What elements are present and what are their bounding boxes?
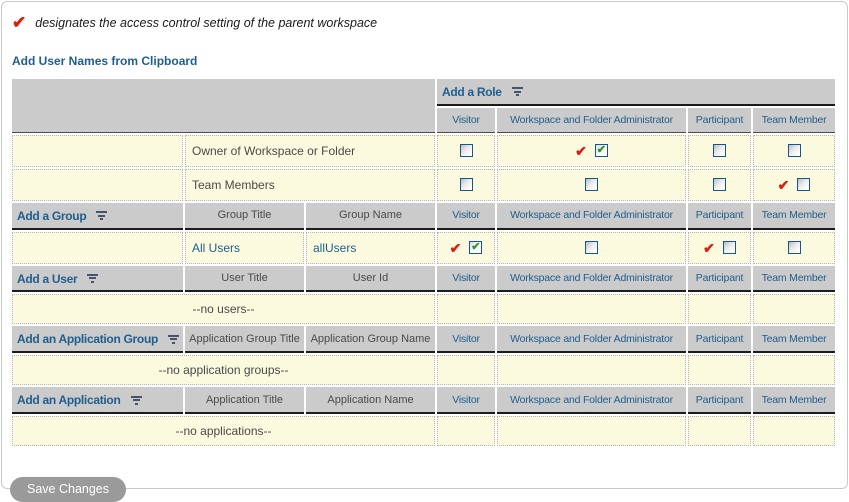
save-changes-button[interactable]: Save Changes	[10, 477, 126, 502]
checkbox-allusers-team[interactable]	[788, 241, 801, 254]
column-header-participant: Participant	[688, 326, 751, 353]
table-row-no-application-groups	[12, 355, 835, 385]
column-header-team-member: Team Member	[753, 203, 835, 230]
checkbox-team-participant[interactable]	[713, 178, 726, 191]
dropdown-menu-icon[interactable]	[96, 211, 107, 220]
checkbox-allusers-visitor[interactable]	[469, 241, 482, 254]
empty-cell	[497, 355, 686, 385]
empty-cell	[753, 416, 835, 446]
add-user-header-row	[12, 266, 835, 293]
row-label-team-members: Team Members	[185, 169, 435, 201]
empty-cell	[497, 294, 686, 324]
column-header-team-member: Team Member	[753, 108, 835, 133]
group-title-link[interactable]: All Users	[185, 232, 304, 264]
column-header-application-title: Application Title	[185, 387, 304, 414]
cell-team-team	[753, 169, 835, 201]
cell-allusers-wfa	[497, 232, 686, 264]
add-group-header-row	[12, 203, 835, 230]
add-a-user-menu[interactable]	[12, 266, 183, 293]
role-header-spacer	[12, 79, 435, 133]
access-control-panel	[1, 1, 848, 497]
no-application-groups-note: --no application groups--	[12, 355, 435, 385]
column-header-wfa: Workspace and Folder Administrator	[497, 266, 686, 293]
column-header-user-id: User Id	[306, 266, 435, 293]
table-row-team-members	[12, 169, 835, 201]
column-header-application-group-title: Application Group Title	[185, 326, 304, 353]
empty-cell	[688, 294, 751, 324]
column-header-team-member: Team Member	[753, 266, 835, 293]
empty-cell	[437, 416, 495, 446]
parent-setting-check-icon: ✔	[12, 13, 27, 32]
column-header-wfa: Workspace and Folder Administrator	[497, 203, 686, 230]
table-row-owner	[12, 135, 835, 167]
add-role-header-row	[12, 79, 835, 106]
column-header-user-title: User Title	[185, 266, 304, 293]
parent-setting-check-icon: ✔	[575, 142, 587, 159]
cell-owner-team	[753, 135, 835, 167]
column-header-visitor: Visitor	[437, 203, 495, 230]
column-header-group-name: Group Name	[306, 203, 435, 230]
parent-setting-check-icon: ✔	[449, 239, 462, 256]
cell-team-visitor	[437, 169, 495, 201]
cell-owner-visitor	[437, 135, 495, 167]
column-header-visitor: Visitor	[437, 108, 495, 133]
column-header-group-title: Group Title	[185, 203, 304, 230]
add-an-application-group-menu[interactable]	[12, 326, 183, 353]
add-a-user-label: Add a User	[17, 271, 78, 286]
column-header-visitor: Visitor	[437, 266, 495, 293]
column-header-team-member: Team Member	[753, 387, 835, 414]
checkbox-owner-team[interactable]	[788, 144, 801, 157]
add-user-names-from-clipboard-link[interactable]: Add User Names from Clipboard	[12, 54, 198, 68]
checkbox-owner-wfa[interactable]	[595, 144, 608, 157]
empty-cell	[753, 355, 835, 385]
dropdown-menu-icon[interactable]	[168, 335, 179, 344]
parent-setting-check-icon: ✔	[703, 239, 715, 256]
cell-owner-participant	[688, 135, 751, 167]
checkbox-team-wfa[interactable]	[585, 178, 598, 191]
column-header-team-member: Team Member	[753, 326, 835, 353]
table-row-all-users	[12, 232, 835, 264]
empty-cell	[497, 416, 686, 446]
empty-cell	[437, 294, 495, 324]
column-header-wfa: Workspace and Folder Administrator	[497, 108, 686, 133]
dropdown-menu-icon[interactable]	[87, 274, 98, 283]
add-a-role-label: Add a Role	[442, 84, 502, 99]
checkbox-owner-participant[interactable]	[713, 144, 726, 157]
column-header-participant: Participant	[688, 108, 751, 133]
column-header-application-name: Application Name	[306, 387, 435, 414]
add-a-role-menu[interactable]	[437, 79, 835, 106]
column-header-wfa: Workspace and Folder Administrator	[497, 387, 686, 414]
add-a-group-label: Add a Group	[17, 208, 87, 223]
empty-cell	[753, 294, 835, 324]
empty-cell	[12, 232, 183, 264]
checkbox-allusers-participant[interactable]	[723, 241, 736, 254]
add-an-application-menu[interactable]	[12, 387, 183, 414]
empty-cell	[437, 355, 495, 385]
checkbox-allusers-wfa[interactable]	[585, 241, 598, 254]
checkbox-team-team[interactable]	[797, 178, 810, 191]
row-label-owner: Owner of Workspace or Folder	[185, 135, 435, 167]
table-row-no-applications	[12, 416, 835, 446]
no-applications-note: --no applications--	[12, 416, 435, 446]
table-row-no-users	[12, 294, 835, 324]
column-header-visitor: Visitor	[437, 326, 495, 353]
no-users-note: --no users--	[12, 294, 435, 324]
add-an-application-group-label: Add an Application Group	[17, 332, 159, 347]
column-header-application-group-name: Application Group Name	[306, 326, 435, 353]
add-a-group-menu[interactable]	[12, 203, 183, 230]
legend-text: designates the access control setting of the parent workspace	[35, 15, 378, 30]
parent-setting-check-icon: ✔	[777, 176, 790, 193]
empty-cell	[688, 416, 751, 446]
column-header-participant: Participant	[688, 266, 751, 293]
column-header-participant: Participant	[688, 203, 751, 230]
empty-cell	[12, 169, 183, 201]
cell-owner-wfa	[497, 135, 686, 167]
dropdown-menu-icon[interactable]	[512, 87, 523, 96]
access-control-table	[10, 77, 837, 448]
cell-allusers-participant	[688, 232, 751, 264]
cell-allusers-visitor	[437, 232, 495, 264]
empty-cell	[688, 355, 751, 385]
checkbox-team-visitor[interactable]	[460, 178, 473, 191]
empty-cell	[12, 135, 183, 167]
dropdown-menu-icon[interactable]	[131, 396, 142, 405]
add-an-application-label: Add an Application	[17, 393, 121, 408]
cell-team-wfa	[497, 169, 686, 201]
parent-setting-legend	[12, 14, 847, 31]
column-header-wfa: Workspace and Folder Administrator	[497, 326, 686, 353]
add-application-group-header-row	[12, 326, 835, 353]
cell-allusers-team	[753, 232, 835, 264]
column-header-visitor: Visitor	[437, 387, 495, 414]
group-name-link[interactable]: allUsers	[306, 232, 435, 264]
cell-team-participant	[688, 169, 751, 201]
add-application-header-row	[12, 387, 835, 414]
column-header-participant: Participant	[688, 387, 751, 414]
checkbox-owner-visitor[interactable]	[460, 144, 473, 157]
